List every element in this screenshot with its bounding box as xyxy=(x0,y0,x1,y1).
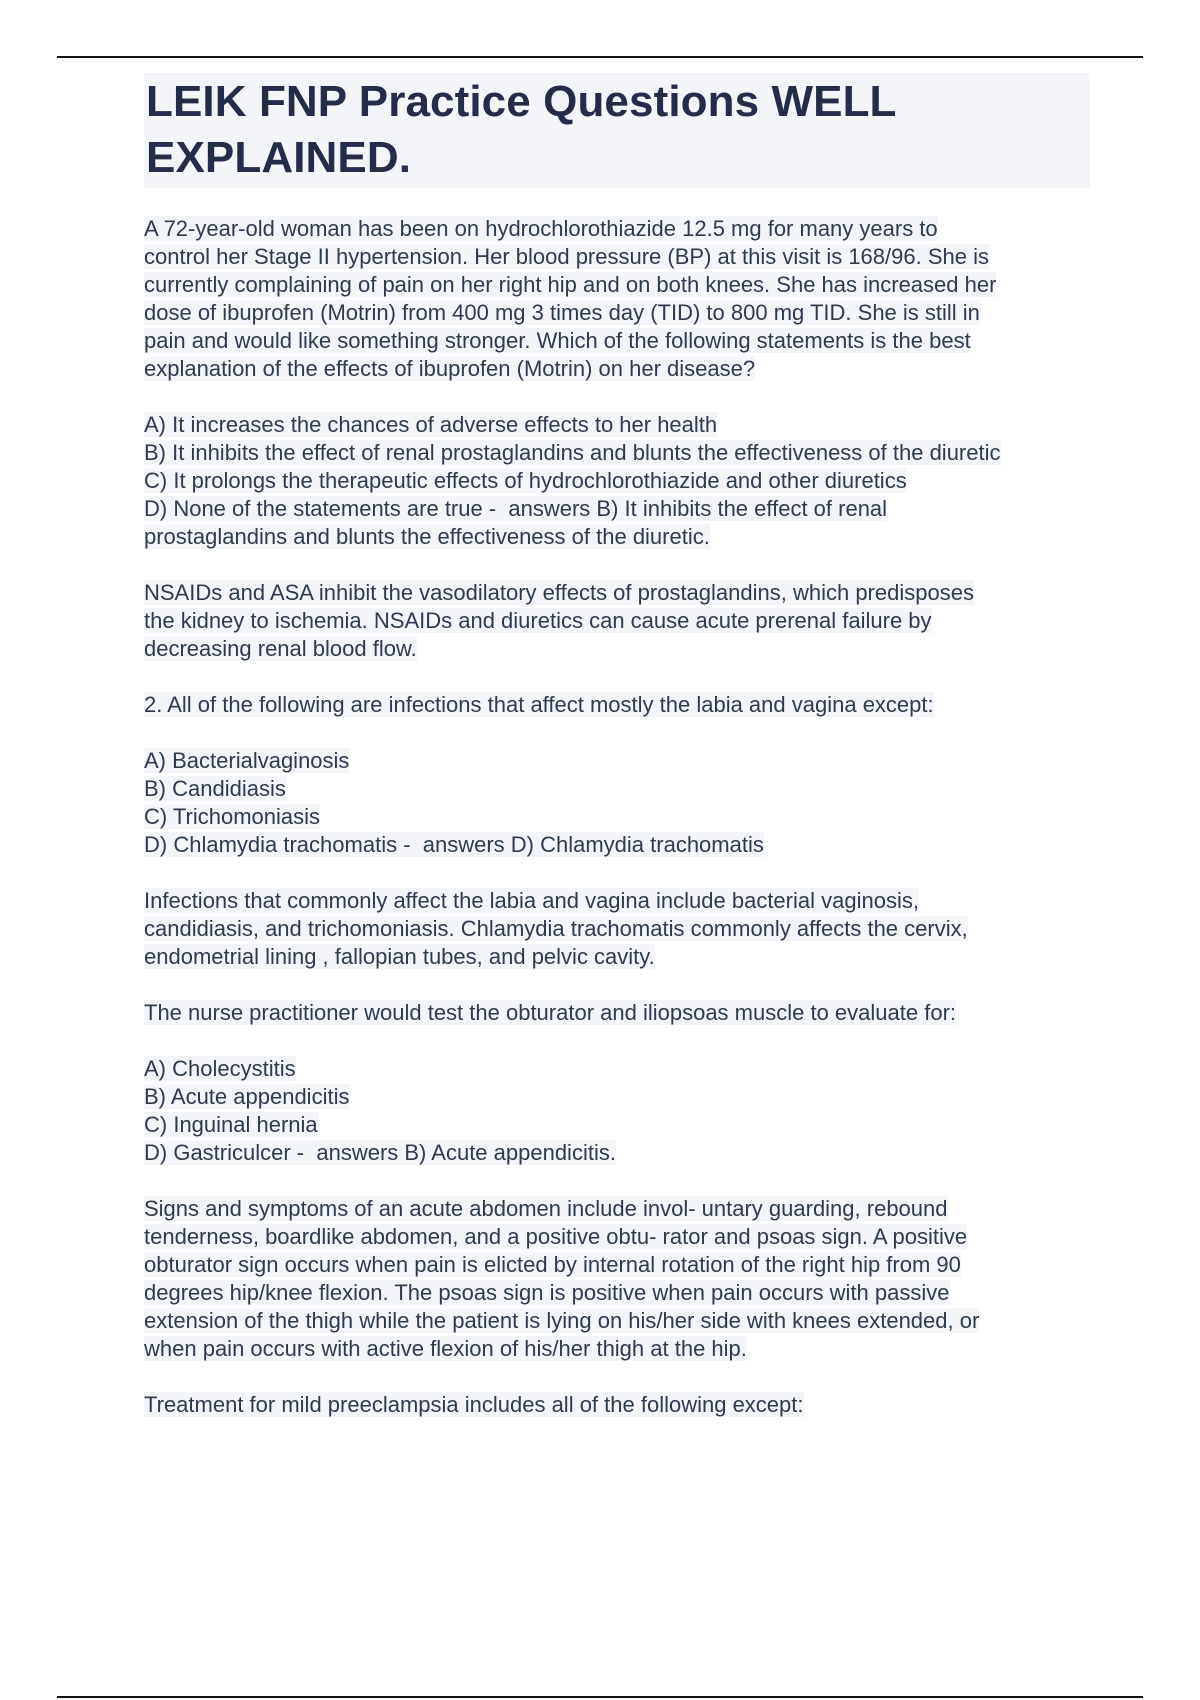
text-line xyxy=(144,691,1090,719)
text-line-content: B) Candidiasis xyxy=(144,776,286,801)
question-4-stem xyxy=(144,1391,1090,1419)
text-line-content: A 72-year-old woman has been on hydrochlorothiazide 12.5 mg for many years to xyxy=(144,216,938,241)
text-line-content: C) It prolongs the therapeutic effects of hydrochlorothiazide and other diuretics xyxy=(144,468,907,493)
text-line xyxy=(144,803,1090,831)
title-line: EXPLAINED. xyxy=(146,133,412,182)
text-line xyxy=(144,1335,1090,1363)
text-line xyxy=(144,1251,1090,1279)
text-line-content: B) Acute appendicitis xyxy=(144,1084,350,1109)
text-line xyxy=(144,1195,1090,1223)
text-line xyxy=(144,1083,1090,1111)
text-line xyxy=(144,775,1090,803)
text-line xyxy=(144,467,1090,495)
title-line: LEIK FNP Practice Questions WELL xyxy=(146,77,897,126)
text-line-content: B) It inhibits the effect of renal prostaglandins and blunts the effectiveness of the diuretic xyxy=(144,440,1001,465)
bottom-rule xyxy=(57,1696,1143,1698)
text-line xyxy=(144,1391,1090,1419)
question-2-stem xyxy=(144,691,1090,719)
text-line-content: prostaglandins and blunts the effectiveness of the diuretic. xyxy=(144,524,710,549)
text-line-content: currently complaining of pain on her right hip and on both knees. She has increased her xyxy=(144,272,997,297)
question-1-rationale xyxy=(144,579,1090,663)
text-line xyxy=(144,327,1090,355)
text-line xyxy=(144,607,1090,635)
text-line xyxy=(144,999,1090,1027)
text-line xyxy=(144,831,1090,859)
text-line-content: dose of ibuprofen (Motrin) from 400 mg 3 times day (TID) to 800 mg TID. She is still in xyxy=(144,300,980,325)
text-line-content: degrees hip/knee flexion. The psoas sign is positive when pain occurs with passive xyxy=(144,1280,950,1305)
text-line-content: A) It increases the chances of adverse effects to her health xyxy=(144,412,718,437)
text-line-content: when pain occurs with active flexion of his/her thigh at the hip. xyxy=(144,1336,747,1361)
text-line-content: NSAIDs and ASA inhibit the vasodilatory effects of prostaglandins, which predisposes xyxy=(144,580,974,605)
text-line-content: obturator sign occurs when pain is elicted by internal rotation of the right hip from 90 xyxy=(144,1252,961,1277)
text-line xyxy=(144,355,1090,383)
question-1-options xyxy=(144,411,1090,551)
text-line-content: C) Trichomoniasis xyxy=(144,804,321,829)
question-3-options xyxy=(144,1055,1090,1167)
text-line xyxy=(144,915,1090,943)
text-line xyxy=(144,1055,1090,1083)
text-line-content: Signs and symptoms of an acute abdomen include invol- untary guarding, rebound xyxy=(144,1196,948,1221)
top-rule xyxy=(57,56,1143,58)
text-line-content: 2. All of the following are infections that affect mostly the labia and vagina except: xyxy=(144,692,934,717)
text-line-content: D) None of the statements are true - answers B) It inhibits the effect of renal xyxy=(144,496,888,521)
document-page xyxy=(144,73,1090,1447)
text-line-content: candidiasis, and trichomoniasis. Chlamydia trachomatis commonly affects the cervix, xyxy=(144,916,968,941)
text-line-content: Treatment for mild preeclampsia includes all of the following except: xyxy=(144,1392,804,1417)
text-line xyxy=(144,243,1090,271)
text-line xyxy=(144,1279,1090,1307)
text-line xyxy=(144,943,1090,971)
text-line xyxy=(144,439,1090,467)
question-2-options xyxy=(144,747,1090,859)
text-line xyxy=(144,523,1090,551)
text-line-content: extension of the thigh while the patient is lying on his/her side with knees extended, or xyxy=(144,1308,980,1333)
text-line-content: control her Stage II hypertension. Her blood pressure (BP) at this visit is 168/96. She is xyxy=(144,244,989,269)
text-line xyxy=(144,887,1090,915)
text-line xyxy=(144,411,1090,439)
question-3-stem xyxy=(144,999,1090,1027)
text-line xyxy=(144,579,1090,607)
text-line xyxy=(144,495,1090,523)
text-line-content: D) Chlamydia trachomatis - answers D) Chlamydia trachomatis xyxy=(144,832,764,857)
text-line-content: A) Cholecystitis xyxy=(144,1056,296,1081)
document-title xyxy=(144,73,1090,188)
text-line-content: pain and would like something stronger. Which of the following statements is the best xyxy=(144,328,971,353)
text-line-content: the kidney to ischemia. NSAIDs and diuretics can cause acute prerenal failure by xyxy=(144,608,932,633)
text-line xyxy=(144,1139,1090,1167)
text-line-content: decreasing renal blood flow. xyxy=(144,636,417,661)
text-line-content: C) Inguinal hernia xyxy=(144,1112,318,1137)
text-line xyxy=(144,747,1090,775)
text-line-content: D) Gastriculcer - answers B) Acute appendicitis. xyxy=(144,1140,616,1165)
document-body xyxy=(144,215,1090,1419)
text-line xyxy=(144,299,1090,327)
question-2-rationale xyxy=(144,887,1090,971)
text-line xyxy=(144,1111,1090,1139)
text-line-content: tenderness, boardlike abdomen, and a positive obtu- rator and psoas sign. A positive xyxy=(144,1224,968,1249)
text-line-content: explanation of the effects of ibuprofen (Motrin) on her disease? xyxy=(144,356,756,381)
text-line xyxy=(144,635,1090,663)
text-line xyxy=(144,1307,1090,1335)
question-3-rationale xyxy=(144,1195,1090,1363)
text-line-content: A) Bacterialvaginosis xyxy=(144,748,350,773)
text-line xyxy=(144,215,1090,243)
text-line-content: endometrial lining , fallopian tubes, and pelvic cavity. xyxy=(144,944,655,969)
text-line-content: Infections that commonly affect the labia and vagina include bacterial vaginosis, xyxy=(144,888,919,913)
text-line xyxy=(144,1223,1090,1251)
text-line xyxy=(144,271,1090,299)
text-line-content: The nurse practitioner would test the obturator and iliopsoas muscle to evaluate for: xyxy=(144,1000,957,1025)
question-1-stem xyxy=(144,215,1090,383)
